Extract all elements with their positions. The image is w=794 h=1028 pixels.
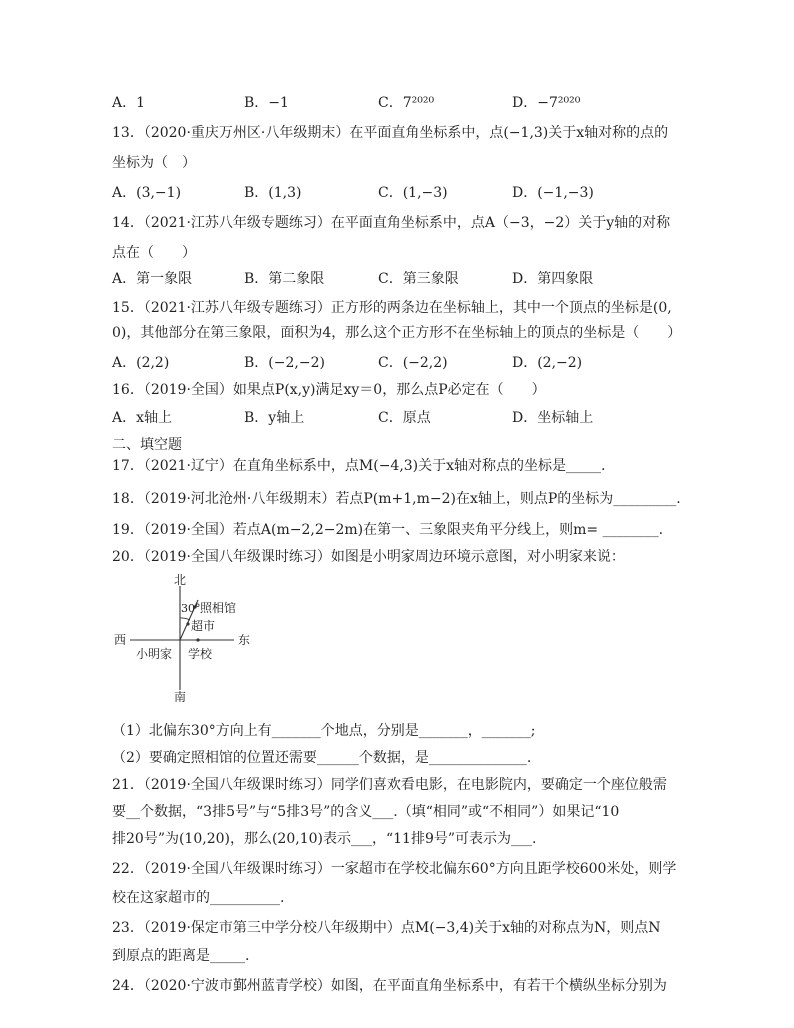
q12-option-a: A．1	[112, 95, 146, 111]
q13-option-d: D．(−1,−3)	[512, 185, 594, 201]
school-label: 学校	[188, 647, 213, 661]
q21-line2: 要__个数据，“3排5号”与“5排3号”的含义___.（填“相同”或“不相同”）如果记“10	[112, 804, 620, 820]
q13-stem-line2: 坐标为（ ）	[112, 155, 196, 171]
supermarket-label: 超市	[191, 619, 216, 633]
q20-figure	[112, 572, 262, 702]
q14-option-a: A．第一象限	[112, 271, 193, 287]
q23-line1: 23．（2019·保定市第三中学分校八年级期中）点M(−3,4)关于x轴的对称点为N，则点N	[112, 920, 661, 936]
q14-option-d: D．第四象限	[512, 271, 594, 287]
q16-option-a: A．x轴上	[112, 410, 173, 426]
q12-option-c: C．7²⁰²⁰	[378, 95, 435, 111]
photo-studio-label: 照相馆	[200, 601, 237, 615]
q20-sub1: （1）北偏东30°方向上有_______个地点，分别是_______，_______;	[112, 723, 536, 739]
q23-line2: 到原点的距离是_____.	[112, 948, 250, 964]
q14-option-c: C．第三象限	[378, 271, 459, 287]
q13-option-a: A．(3,−1)	[112, 185, 182, 201]
q22-line1: 22．（2019·全国八年级课时练习）一家超市在学校北偏东60°方向且距学校600米处，则学	[112, 861, 677, 877]
supermarket-point	[186, 622, 189, 625]
q13-stem-line1: 13．（2020·重庆万州区·八年级期末）在平面直角坐标系中，点(−1,3)关于x轴对称的点的	[112, 125, 669, 141]
q16-option-d: D．坐标轴上	[512, 410, 594, 426]
q13-option-b: B．(1,3)	[244, 185, 302, 201]
north-label: 北	[174, 573, 187, 587]
environment-diagram	[112, 572, 262, 702]
west-label: 西	[114, 633, 127, 647]
q16-option-c: C．原点	[378, 410, 431, 426]
section-title: 二、填空题	[112, 437, 182, 453]
q13-option-c: C．(1,−3)	[378, 185, 448, 201]
q15-option-a: A．(2,2)	[112, 355, 170, 371]
q15-option-b: B．(−2,−2)	[244, 355, 325, 371]
q16-option-b: B．y轴上	[244, 410, 305, 426]
q14-stem-line2: 点在（ ）	[112, 245, 196, 261]
q12-option-d: D．−7²⁰²⁰	[512, 95, 581, 111]
q16-stem: 16．（2019·全国）如果点P(x,y)满足xy＝0，那么点P必定在（ ）	[112, 382, 546, 398]
q15-stem-line2: 0)，其他部分在第三象限，面积为4，那么这个正方形不在坐标轴上的顶点的坐标是（ ）	[112, 325, 682, 341]
q15-stem-line1: 15．（2021·江苏八年级专题练习）正方形的两条边在坐标轴上，其中一个顶点的坐标是(0,	[112, 300, 672, 316]
q15-option-c: C．(−2,2)	[378, 355, 448, 371]
angle-arc	[180, 618, 190, 620]
q24-line1: 24．（2020·宁波市鄞州蓝青学校）如图，在平面直角坐标系中，有若干个横纵坐标分别为	[112, 978, 667, 994]
q15-option-d: D．(2,−2)	[512, 355, 583, 371]
school-point	[196, 638, 199, 641]
home-label: 小明家	[136, 647, 173, 661]
q12-option-b: B．−1	[244, 95, 289, 111]
south-label: 南	[174, 690, 187, 702]
q14-stem-line1: 14．（2021·江苏八年级专题练习）在平面直角坐标系中，点A（−3，−2）关于y轴的对称	[112, 215, 671, 231]
q17: 17．（2021·辽宁）在直角坐标系中，点M(−4,3)关于x轴对称点的坐标是_____.	[112, 458, 606, 474]
q20-stem: 20．（2019·全国八年级课时练习）如图是小明家周边环境示意图，对小明家来说：	[112, 549, 625, 565]
q22-line2: 校在这家超市的__________.	[112, 890, 285, 906]
q20-sub2: （2）要确定照相馆的位置还需要______个数据，是______________.	[112, 750, 532, 766]
q14-option-b: B．第二象限	[244, 271, 325, 287]
east-label: 东	[238, 633, 251, 647]
q21-line1: 21．（2019·全国八年级课时练习）同学们喜欢看电影，在电影院内，要确定一个座位般需	[112, 777, 667, 793]
q19: 19．（2019·全国）若点A(m−2,2−2m)在第一、三象限夹角平分线上，则m= ________.	[112, 522, 664, 538]
q18: 18．（2019·河北沧州·八年级期末）若点P(m+1,m−2)在x轴上，则点P的坐标为_________.	[112, 491, 681, 507]
q21-line3: 排20号”为(10,20)，那么(20,10)表示___，“11排9号”可表示为___.	[112, 831, 537, 847]
angle-label: 30°	[181, 602, 201, 615]
